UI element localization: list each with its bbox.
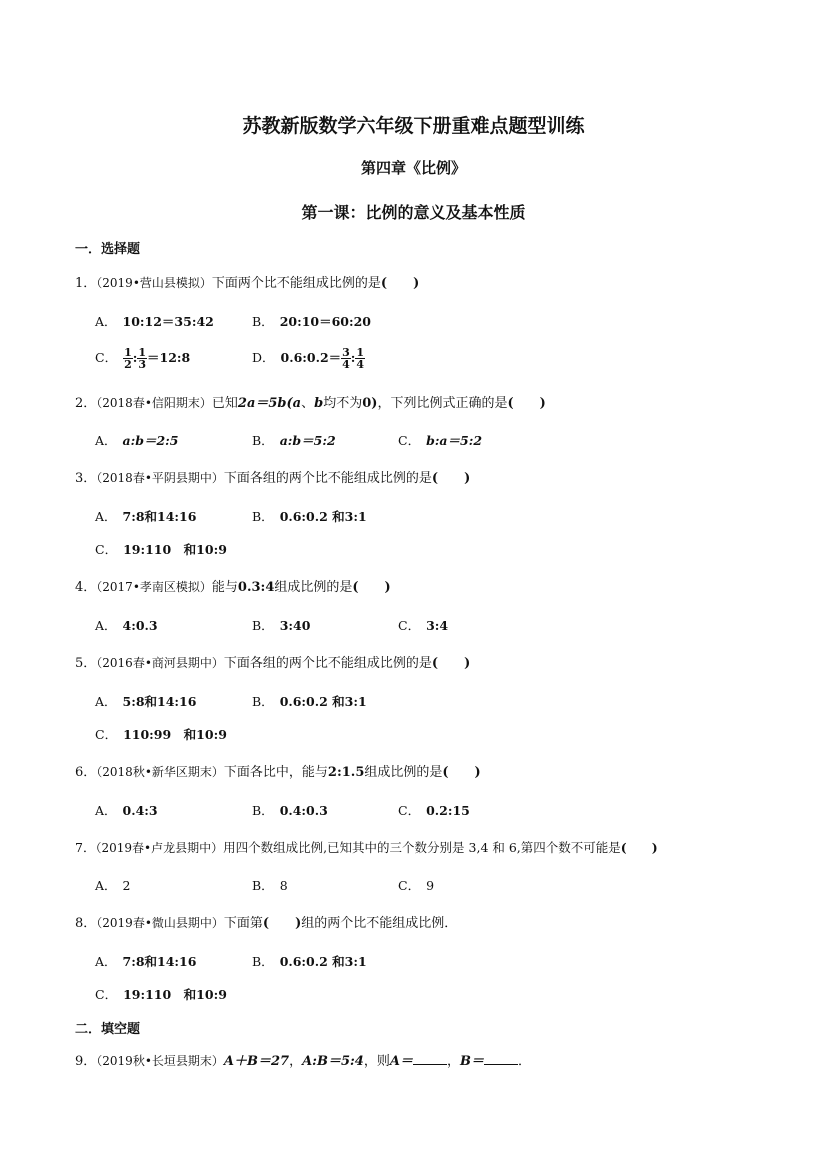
question-source: （2019•营山县模拟） <box>96 276 212 290</box>
section-fill: 二．填空题 <box>75 1022 141 1037</box>
option-a <box>95 313 214 331</box>
question-7: 7．（2019春•卢龙县期中）用四个数组成比例,已知其中的三个数分别是 3,4 和 6,第四个数不可能是( ) <box>75 840 658 855</box>
option-label: D． <box>252 350 275 365</box>
option-a: A． 7:8和14:16 <box>95 509 197 524</box>
option-c: C． 110:99 和10:9 <box>95 727 227 742</box>
question-4: 4．（2017•孝南区模拟）能与0.3:4组成比例的是( ) <box>75 580 391 595</box>
option-a: A． 4:0.3 <box>95 618 158 633</box>
question-5: 5．（2016春•商河县期中）下面各组的两个比不能组成比例的是( ) <box>75 656 471 671</box>
option-value: ＝12:8 <box>147 350 191 365</box>
option-value: 10:12＝35:42 <box>122 314 214 329</box>
option-b: B． 0.6:0.2 和3:1 <box>252 954 367 969</box>
fraction: $\frac{1}{4}$ <box>356 346 365 371</box>
option-a: A． 7:8和14:16 <box>95 954 197 969</box>
option-b: B． 8 <box>252 878 288 893</box>
chapter-title: 第四章《比例》 <box>360 159 466 177</box>
option-c: C． 19:110 和10:9 <box>95 542 227 557</box>
option-b: B． 0.6:0.2 和3:1 <box>252 694 367 709</box>
question-text: 下面两个比不能组成比例的是 <box>211 276 381 291</box>
answer-paren: ( ) <box>380 276 420 291</box>
answer-blank[interactable] <box>484 1052 518 1065</box>
lesson-title: 第一课：比例的意义及基本性质 <box>301 203 526 222</box>
option-b: B． a:b＝5:2 <box>252 433 336 448</box>
option-d: D． 0.6:0.2＝ $\frac{3}{4}$ : $\frac{1}{4}$ <box>252 346 365 371</box>
fraction: $\frac{3}{4}$ <box>342 346 350 371</box>
fraction: $\frac{1}{2}$ <box>124 346 132 371</box>
option-b: B． 0.4:0.3 <box>252 803 328 818</box>
option-a: A． 2 <box>95 878 131 893</box>
option-label: B． <box>252 314 274 329</box>
option-c: C． b:a＝5:2 <box>398 433 483 448</box>
question-1 <box>75 274 419 293</box>
option-c: C． 0.2:15 <box>398 803 470 818</box>
option-b: B． 0.6:0.2 和3:1 <box>252 509 367 524</box>
question-9: 9．（2019秋•长垣县期末）A＋B＝27，A:B＝5:4，则A＝ ，B＝ ． <box>75 1054 531 1069</box>
option-label: A． <box>95 314 117 329</box>
option-a: A． 5:8和14:16 <box>95 694 197 709</box>
question-3: 3．（2018春•平阴县期中）下面各组的两个比不能组成比例的是( ) <box>75 471 471 486</box>
question-6: 6．（2018秋•新华区期末）下面各比中，能与2:1.5组成比例的是( ) <box>75 765 481 780</box>
fraction: $\frac{1}{3}$ <box>138 346 147 371</box>
option-value: 0.6:0.2＝ <box>280 350 342 365</box>
question-8: 8．（2019春•微山县期中）下面第( )组的两个比不能组成比例． <box>75 916 458 931</box>
option-c: C． $\frac{1}{2}$ : $\frac{1}{3}$ ＝12:8 <box>95 346 191 371</box>
option-a: A． a:b＝2:5 <box>95 433 179 448</box>
question-number: 1． <box>75 276 97 291</box>
option-c: C． 3:4 <box>398 618 449 633</box>
answer-blank[interactable] <box>413 1052 447 1065</box>
option-value: 20:10＝60:20 <box>279 314 371 329</box>
option-b <box>252 313 371 331</box>
option-c: C． 9 <box>398 878 435 893</box>
option-a: A． 0.4:3 <box>95 803 158 818</box>
option-b: B． 3:40 <box>252 618 311 633</box>
section-choice: 一．选择题 <box>75 242 141 257</box>
option-c: C． 19:110 和10:9 <box>95 987 227 1002</box>
option-label: C． <box>95 350 118 365</box>
question-2: 2．（2018春•信阳期末）已知2a＝5b(a、b均不为0)，下列比例式正确的是( ) <box>75 396 546 411</box>
document-title: 苏教新版数学六年级下册重难点题型训练 <box>242 115 585 137</box>
